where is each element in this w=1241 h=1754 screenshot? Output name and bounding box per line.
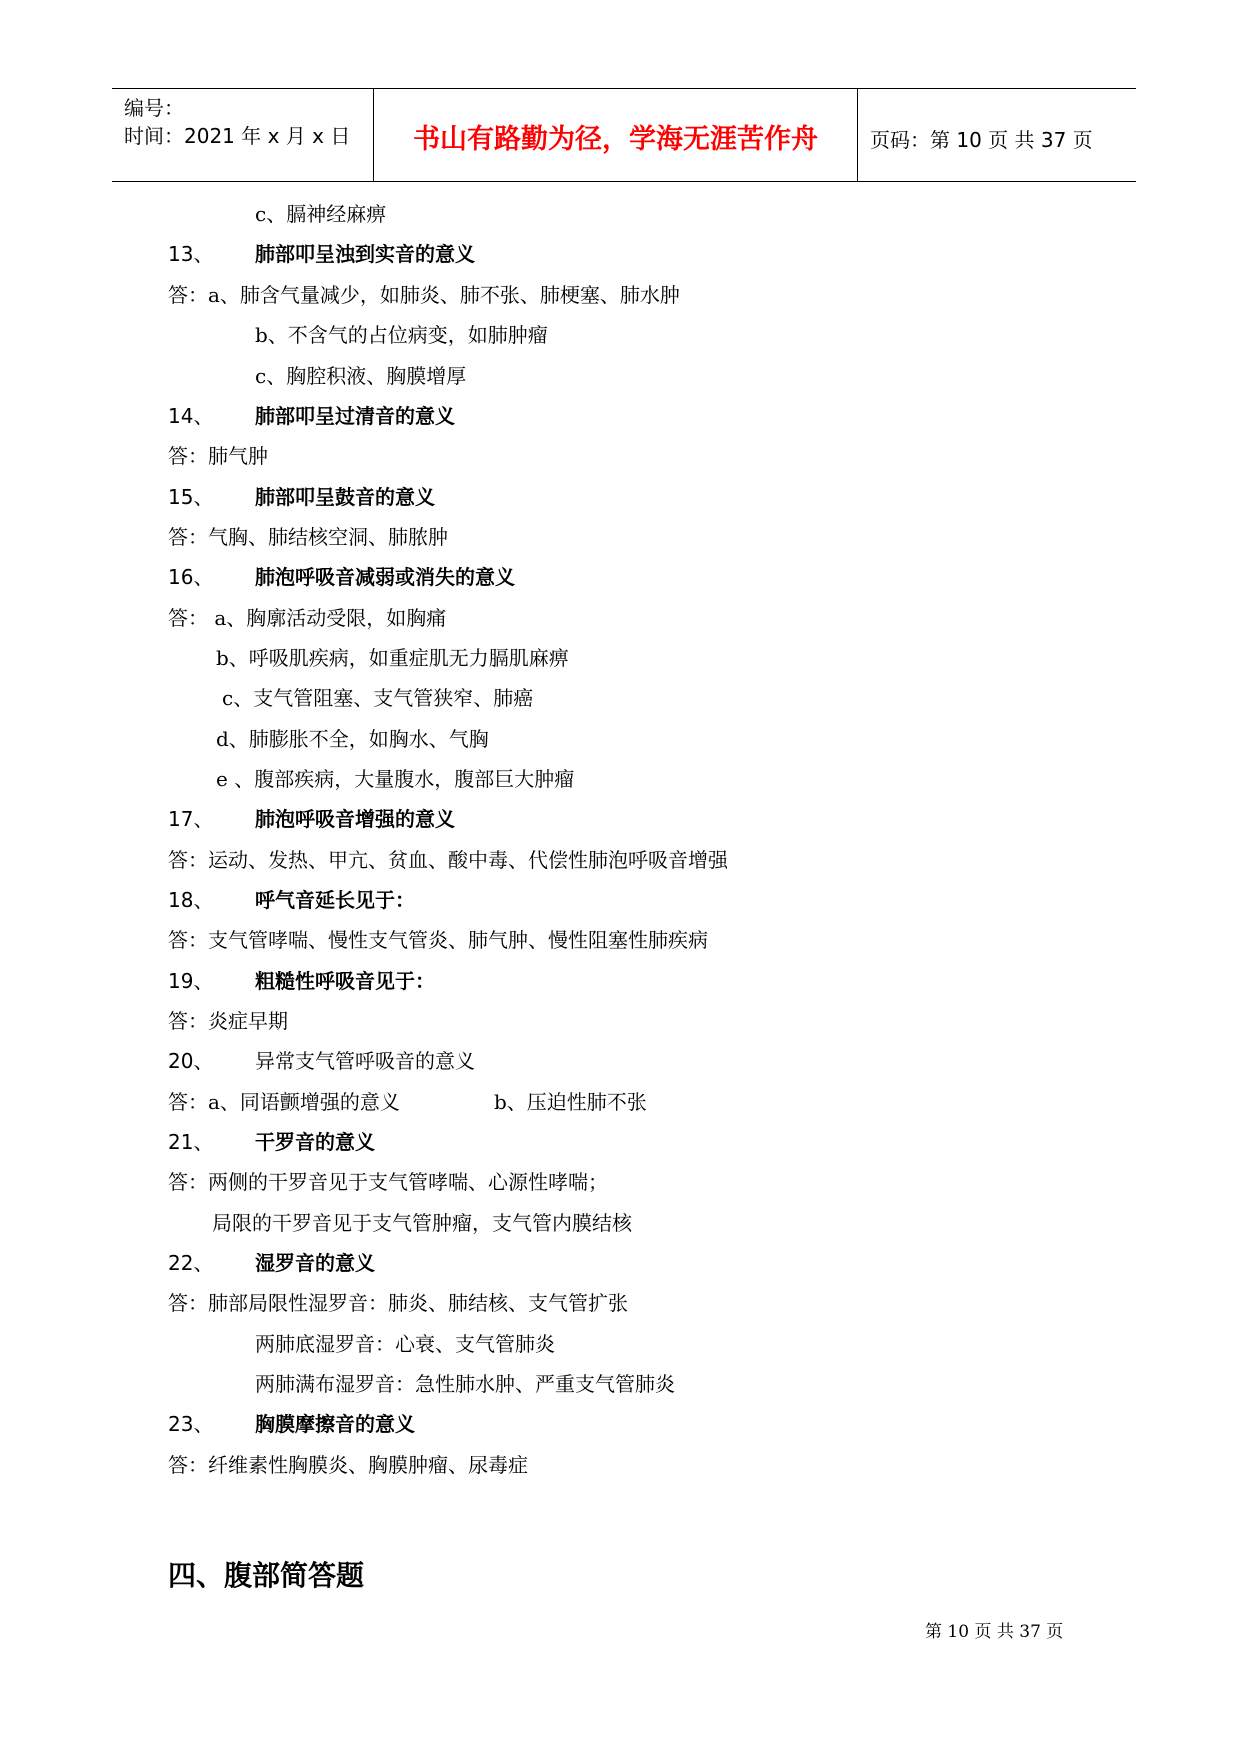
answer-line: 答：a、肺含气量减少，如肺炎、肺不张、肺梗塞、肺水肿 [168, 283, 680, 307]
question-text: 粗糙性呼吸音见于： [255, 969, 435, 993]
header-number-label: 编号： [124, 96, 184, 120]
answer-line: 局限的干罗音见于支气管肿瘤，支气管内膜结核 [212, 1211, 632, 1235]
answer-line: b、不含气的占位病变，如肺肿瘤 [255, 323, 548, 347]
answer-line: b、呼吸肌疾病，如重症肌无力膈肌麻痹 [216, 646, 569, 670]
answer-line: 答：支气管哮喘、慢性支气管炎、肺气肿、慢性阻塞性肺疾病 [168, 928, 708, 952]
question-number: 17、 [168, 807, 214, 831]
question-number: 14、 [168, 404, 214, 428]
question-number: 15、 [168, 485, 214, 509]
question-number: 16、 [168, 565, 214, 589]
header-divider-right [857, 88, 858, 181]
section-heading: 四、腹部简答题 [168, 1559, 365, 1592]
page-footer: 第 10 页 共 37 页 [925, 1622, 1064, 1642]
header-motto: 书山有路勤为径，学海无涯苦作舟 [413, 124, 818, 155]
question-text: 肺部叩呈鼓音的意义 [255, 485, 435, 509]
answer-line: c、胸腔积液、胸膜增厚 [255, 364, 467, 388]
question-text: 干罗音的意义 [255, 1130, 375, 1154]
answer-line: 答：肺部局限性湿罗音：肺炎、肺结核、支气管扩张 [168, 1291, 628, 1315]
answer-line: 答：肺气肿 [168, 444, 268, 468]
question-text: 肺部叩呈过清音的意义 [255, 404, 455, 428]
question-text: 肺泡呼吸音增强的意义 [255, 807, 455, 831]
header-bottom-rule [112, 181, 1136, 182]
answer-line: 答：纤维素性胸膜炎、胸膜肿瘤、尿毒症 [168, 1453, 528, 1477]
answer-line: e 、腹部疾病，大量腹水，腹部巨大肿瘤 [216, 767, 575, 791]
answer-line: 答：运动、发热、甲亢、贫血、酸中毒、代偿性肺泡呼吸音增强 [168, 848, 728, 872]
question-number: 13、 [168, 242, 214, 266]
answer-line: 两肺满布湿罗音：急性肺水肿、严重支气管肺炎 [255, 1372, 675, 1396]
answer-line: 两肺底湿罗音：心衰、支气管肺炎 [255, 1332, 555, 1356]
question-number: 19、 [168, 969, 214, 993]
question-text: 呼气音延长见于： [255, 888, 415, 912]
question-text: 湿罗音的意义 [255, 1251, 375, 1275]
answer-line: c、膈神经麻痹 [255, 202, 387, 226]
header-time-label: 时间：2021 年 x 月 x 日 [124, 124, 351, 148]
question-text: 异常支气管呼吸音的意义 [255, 1049, 475, 1073]
answer-line: 答：a、同语颤增强的意义 [168, 1090, 400, 1114]
answer-line: 答：气胸、肺结核空洞、肺脓肿 [168, 525, 448, 549]
question-text: 肺泡呼吸音减弱或消失的意义 [255, 565, 515, 589]
answer-line: 答：炎症早期 [168, 1009, 288, 1033]
question-number: 20、 [168, 1049, 214, 1073]
question-number: 18、 [168, 888, 214, 912]
question-text: 肺部叩呈浊到实音的意义 [255, 242, 475, 266]
answer-line: 答： a、胸廓活动受限，如胸痛 [168, 606, 447, 630]
header-page-label: 页码：第 10 页 共 37 页 [870, 128, 1093, 152]
answer-line-second: b、压迫性肺不张 [494, 1090, 647, 1114]
question-number: 21、 [168, 1130, 214, 1154]
question-text: 胸膜摩擦音的意义 [255, 1412, 415, 1436]
answer-line: c、支气管阻塞、支气管狭窄、肺癌 [222, 686, 534, 710]
answer-line: 答：两侧的干罗音见于支气管哮喘、心源性哮喘； [168, 1170, 608, 1194]
question-number: 22、 [168, 1251, 214, 1275]
header-top-rule [112, 88, 1136, 89]
question-number: 23、 [168, 1412, 214, 1436]
answer-line: d、肺膨胀不全，如胸水、气胸 [216, 727, 489, 751]
